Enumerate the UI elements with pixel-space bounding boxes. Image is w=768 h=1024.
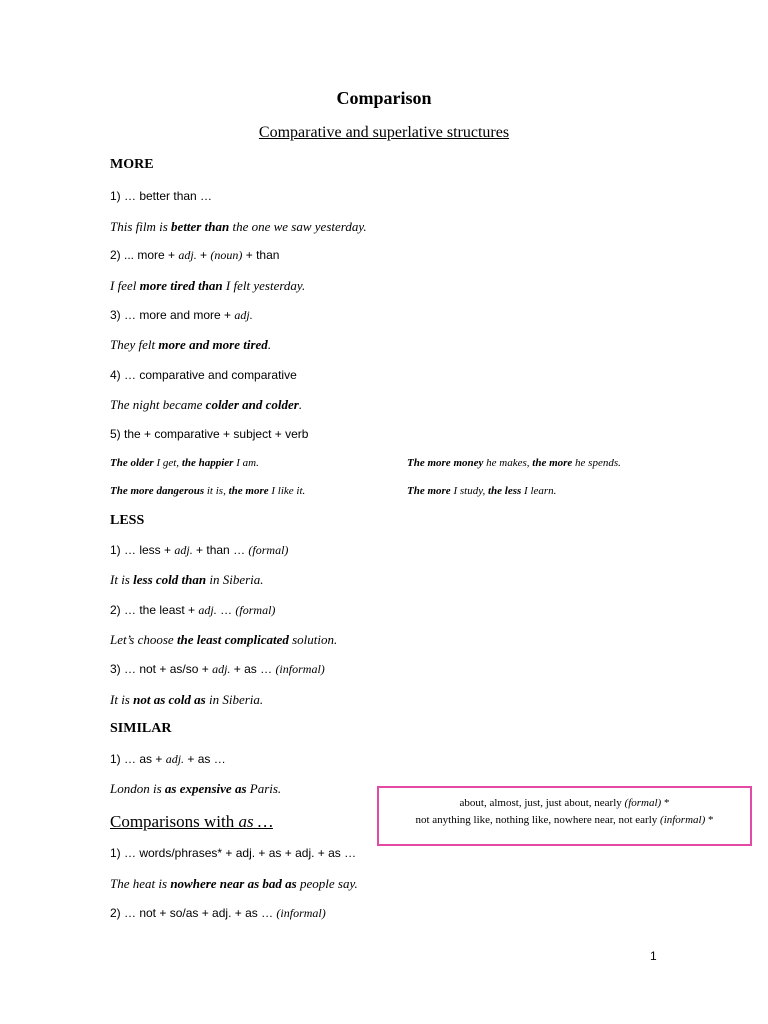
section-heading-similar: SIMILAR xyxy=(110,721,172,736)
page-subtitle: Comparative and superlative structures xyxy=(258,124,510,141)
rule-more-4: 4) … comparative and comparative xyxy=(110,368,297,382)
example-more-4: The night became colder and colder. xyxy=(110,397,303,412)
example-more-5a: The older I get, the happier I am. xyxy=(110,457,259,469)
rule-more-3: 3) … more and more + adj. xyxy=(110,308,253,322)
example-more-5c: The more dangerous it is, the more I like it. xyxy=(110,485,306,497)
rule-more-5: 5) the + comparative + subject + verb xyxy=(110,427,309,441)
example-less-1: It is less cold than in Siberia. xyxy=(110,572,264,587)
rule-as-1: 1) … words/phrases* + adj. + as + adj. + as … xyxy=(110,846,357,860)
note-box xyxy=(377,786,752,846)
example-similar-1: London is as expensive as Paris. xyxy=(110,781,282,796)
note-line-informal: not anything like, nothing like, nowhere near, not early (informal) * xyxy=(415,814,714,826)
example-more-3: They felt more and more tired. xyxy=(110,337,272,352)
example-less-2: Let’s choose the least complicated solution. xyxy=(110,632,338,647)
example-more-5b: The more money he makes, the more he spends. xyxy=(407,457,621,469)
example-less-3: It is not as cold as in Siberia. xyxy=(110,692,264,707)
rule-similar-1: 1) … as + adj. + as … xyxy=(110,752,226,766)
rule-more-1: 1) … better than … xyxy=(110,189,213,203)
example-more-5d: The more I study, the less I learn. xyxy=(407,485,557,497)
section-heading-comparisons-with-as: Comparisons with as … xyxy=(110,812,273,831)
rule-less-3: 3) … not + as/so + adj. + as … (informal) xyxy=(110,662,325,676)
rule-as-2: 2) … not + so/as + adj. + as … (informal) xyxy=(110,906,326,920)
example-more-1: This film is better than the one we saw yesterday. xyxy=(110,219,367,234)
rule-more-2: 2) ... more + adj. + (noun) + than xyxy=(110,248,280,262)
example-as-1: The heat is nowhere near as bad as people say. xyxy=(110,876,358,891)
rule-less-1: 1) … less + adj. + than … (formal) xyxy=(110,543,289,557)
page-number: 1 xyxy=(650,949,657,963)
page-title: Comparison xyxy=(336,88,432,108)
section-heading-more: MORE xyxy=(110,157,154,172)
note-line-formal: about, almost, just, just about, nearly (formal) * xyxy=(459,797,670,809)
section-heading-less: LESS xyxy=(110,513,145,528)
example-more-2: I feel more tired than I felt yesterday. xyxy=(110,278,306,293)
rule-less-2: 2) … the least + adj. … (formal) xyxy=(110,603,276,617)
